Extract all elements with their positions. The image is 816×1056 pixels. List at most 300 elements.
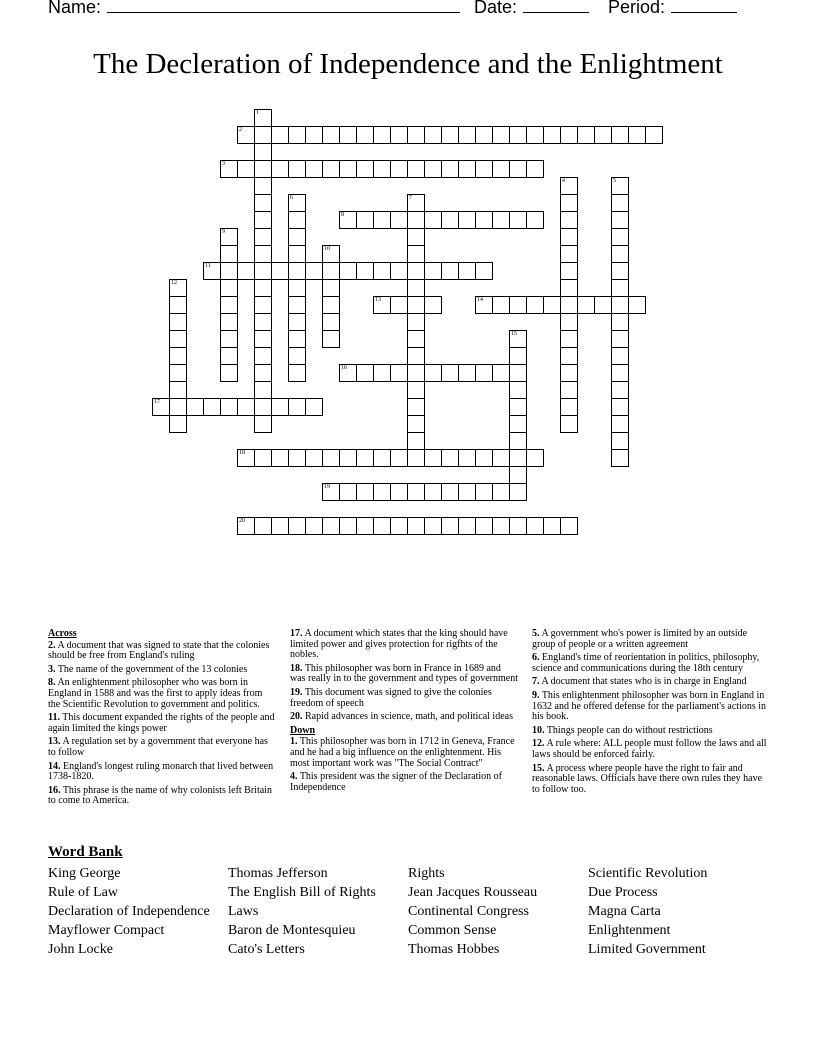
crossword-cell[interactable]: [390, 160, 408, 178]
crossword-cell[interactable]: [220, 347, 238, 365]
crossword-cell-6[interactable]: [288, 194, 306, 212]
clue-number: 16: [341, 365, 347, 371]
crossword-cell[interactable]: [611, 296, 629, 314]
crossword-cell[interactable]: [220, 398, 238, 416]
crossword-cell[interactable]: [373, 126, 391, 144]
word-bank-item: John Locke: [48, 942, 113, 957]
crossword-cell-14[interactable]: [475, 296, 493, 314]
crossword-cell[interactable]: [373, 211, 391, 229]
crossword-cell[interactable]: [339, 483, 357, 501]
crossword-cell-3[interactable]: [220, 160, 238, 178]
crossword-cell[interactable]: [220, 279, 238, 297]
crossword-cell[interactable]: [322, 330, 340, 348]
crossword-cell[interactable]: [237, 262, 255, 280]
clues-column-2: [290, 629, 518, 796]
crossword-cell[interactable]: [271, 517, 289, 535]
crossword-cell[interactable]: [305, 126, 323, 144]
crossword-cell[interactable]: [356, 211, 374, 229]
crossword-cell[interactable]: [492, 160, 510, 178]
crossword-cell[interactable]: [305, 262, 323, 280]
crossword-cell[interactable]: [509, 381, 527, 399]
crossword-cell-16[interactable]: [339, 364, 357, 382]
crossword-cell[interactable]: [322, 160, 340, 178]
crossword-cell[interactable]: [424, 211, 442, 229]
crossword-cell[interactable]: [407, 483, 425, 501]
crossword-cell[interactable]: [509, 296, 527, 314]
crossword-cell[interactable]: [611, 228, 629, 246]
crossword-cell[interactable]: [407, 432, 425, 450]
crossword-cell[interactable]: [373, 364, 391, 382]
word-bank-column-1: [48, 864, 210, 959]
crossword-cell[interactable]: [526, 517, 544, 535]
crossword-cell[interactable]: [288, 364, 306, 382]
crossword-cell[interactable]: [169, 296, 187, 314]
crossword-cell[interactable]: [611, 364, 629, 382]
crossword-cell[interactable]: [254, 296, 272, 314]
word-bank-item: Baron de Montesquieu: [228, 923, 356, 938]
crossword-cell[interactable]: [560, 194, 578, 212]
crossword-cell[interactable]: [509, 449, 527, 467]
crossword-cell[interactable]: [560, 126, 578, 144]
crossword-cell[interactable]: [407, 126, 425, 144]
crossword-cell[interactable]: [390, 262, 408, 280]
crossword-cell[interactable]: [509, 483, 527, 501]
crossword-cell[interactable]: [288, 228, 306, 246]
crossword-cell[interactable]: [356, 126, 374, 144]
crossword-cell[interactable]: [305, 160, 323, 178]
crossword-cell[interactable]: [373, 262, 391, 280]
crossword-cell[interactable]: [220, 296, 238, 314]
crossword-cell[interactable]: [373, 449, 391, 467]
clue-number: 8: [341, 212, 344, 218]
crossword-cell[interactable]: [288, 347, 306, 365]
crossword-cell[interactable]: [390, 483, 408, 501]
crossword-cell[interactable]: [203, 398, 221, 416]
crossword-cell[interactable]: [492, 517, 510, 535]
crossword-cell[interactable]: [373, 160, 391, 178]
crossword-cell[interactable]: [526, 296, 544, 314]
crossword-cell[interactable]: [288, 126, 306, 144]
crossword-cell[interactable]: [288, 262, 306, 280]
crossword-cell[interactable]: [560, 296, 578, 314]
crossword-cell[interactable]: [220, 313, 238, 331]
crossword-cell[interactable]: [271, 398, 289, 416]
crossword-cell[interactable]: [254, 245, 272, 263]
crossword-cell[interactable]: [288, 330, 306, 348]
crossword-cell[interactable]: [407, 313, 425, 331]
crossword-cell[interactable]: [458, 211, 476, 229]
crossword-cell[interactable]: [441, 126, 459, 144]
crossword-cell[interactable]: [611, 381, 629, 399]
crossword-cell[interactable]: [611, 245, 629, 263]
crossword-cell[interactable]: [509, 160, 527, 178]
clue-across-16: 16. This phrase is the name of why colonists left Britain to come to America.: [48, 784, 272, 807]
crossword-cell[interactable]: [560, 517, 578, 535]
crossword-cell[interactable]: [390, 211, 408, 229]
crossword-cell[interactable]: [407, 517, 425, 535]
crossword-cell[interactable]: [220, 364, 238, 382]
clue-down-7: 7. A document that states who is in charge in England: [532, 676, 747, 688]
crossword-cell[interactable]: [254, 398, 272, 416]
clue-number: 11: [205, 263, 211, 269]
crossword-cell[interactable]: [509, 466, 527, 484]
crossword-cell[interactable]: [424, 364, 442, 382]
crossword-cell[interactable]: [254, 364, 272, 382]
crossword-cell[interactable]: [390, 449, 408, 467]
crossword-cell[interactable]: [424, 160, 442, 178]
crossword-cell[interactable]: [560, 279, 578, 297]
crossword-cell-7[interactable]: [407, 194, 425, 212]
crossword-cell-1[interactable]: [254, 109, 272, 127]
crossword-cell[interactable]: [254, 228, 272, 246]
crossword-cell[interactable]: [271, 262, 289, 280]
crossword-cell[interactable]: [254, 381, 272, 399]
crossword-cell[interactable]: [254, 449, 272, 467]
crossword-cell[interactable]: [237, 398, 255, 416]
word-bank-item: King George: [48, 866, 121, 881]
crossword-cell[interactable]: [509, 415, 527, 433]
clue-across-3: 3. The name of the government of the 13 colonies: [48, 663, 248, 675]
crossword-cell[interactable]: [322, 449, 340, 467]
crossword-cell[interactable]: [424, 296, 442, 314]
crossword-cell[interactable]: [509, 126, 527, 144]
clue-number: 14: [477, 297, 483, 303]
crossword-cell[interactable]: [611, 347, 629, 365]
crossword-cell-11[interactable]: [203, 262, 221, 280]
crossword-cell[interactable]: [424, 449, 442, 467]
crossword-cell[interactable]: [458, 517, 476, 535]
crossword-cell-8[interactable]: [339, 211, 357, 229]
crossword-cell[interactable]: [475, 364, 493, 382]
word-bank-item: Rule of Law: [48, 885, 118, 900]
crossword-cell[interactable]: [560, 381, 578, 399]
crossword-cell[interactable]: [339, 517, 357, 535]
word-bank-title: Word Bank: [48, 844, 123, 860]
crossword-cell[interactable]: [407, 262, 425, 280]
crossword-cell[interactable]: [560, 228, 578, 246]
crossword-cell[interactable]: [390, 364, 408, 382]
crossword-cell[interactable]: [611, 279, 629, 297]
crossword-cell[interactable]: [560, 364, 578, 382]
crossword-cell[interactable]: [441, 160, 459, 178]
crossword-cell[interactable]: [407, 330, 425, 348]
crossword-cell[interactable]: [475, 483, 493, 501]
crossword-cell[interactable]: [407, 279, 425, 297]
crossword-cell[interactable]: [390, 296, 408, 314]
crossword-cell[interactable]: [543, 296, 561, 314]
crossword-cell[interactable]: [271, 160, 289, 178]
crossword-cell-17[interactable]: [152, 398, 170, 416]
crossword-cell[interactable]: [611, 126, 629, 144]
crossword-cell[interactable]: [356, 364, 374, 382]
clue-down-10: 10. Things people can do without restrictions: [532, 724, 713, 736]
crossword-cell[interactable]: [407, 245, 425, 263]
crossword-cell[interactable]: [169, 415, 187, 433]
crossword-cell[interactable]: [407, 211, 425, 229]
crossword-cell[interactable]: [611, 194, 629, 212]
crossword-cell[interactable]: [543, 517, 561, 535]
crossword-cell-18[interactable]: [237, 449, 255, 467]
crossword-cell[interactable]: [611, 432, 629, 450]
crossword-cell[interactable]: [407, 398, 425, 416]
crossword-cell[interactable]: [611, 211, 629, 229]
crossword-cell[interactable]: [509, 432, 527, 450]
crossword-cell[interactable]: [407, 296, 425, 314]
crossword-cell[interactable]: [509, 517, 527, 535]
crossword-cell[interactable]: [390, 126, 408, 144]
clues-column-3: [532, 629, 768, 798]
crossword-cell[interactable]: [509, 398, 527, 416]
crossword-cell[interactable]: [441, 449, 459, 467]
crossword-cell[interactable]: [611, 415, 629, 433]
crossword-cell[interactable]: [407, 347, 425, 365]
clue-number: 7: [409, 195, 412, 201]
crossword-cell[interactable]: [492, 449, 510, 467]
crossword-cell[interactable]: [560, 313, 578, 331]
crossword-cell[interactable]: [577, 296, 595, 314]
crossword-cell[interactable]: [322, 279, 340, 297]
crossword-cell[interactable]: [288, 449, 306, 467]
crossword-cell[interactable]: [424, 517, 442, 535]
crossword-cell[interactable]: [254, 143, 272, 161]
crossword-cell[interactable]: [526, 211, 544, 229]
crossword-cell[interactable]: [475, 517, 493, 535]
word-bank-column-2: [228, 864, 376, 959]
crossword-cell[interactable]: [577, 126, 595, 144]
word-bank-item: Scientific Revolution: [588, 866, 708, 881]
clue-down-5: 5. A government who's power is limited by an outside group of people or a written agreement: [532, 628, 748, 650]
crossword-cell[interactable]: [305, 517, 323, 535]
crossword-cell[interactable]: [611, 398, 629, 416]
down-heading: Down: [290, 724, 316, 736]
word-bank-item: Due Process: [588, 885, 658, 900]
crossword-cell[interactable]: [611, 449, 629, 467]
crossword-cell-4[interactable]: [560, 177, 578, 195]
clue-number: 9: [222, 229, 225, 235]
crossword-cell[interactable]: [560, 347, 578, 365]
clue-number: 13: [375, 297, 381, 303]
crossword-cell[interactable]: [254, 313, 272, 331]
crossword-cell[interactable]: [169, 398, 187, 416]
crossword-cell[interactable]: [560, 245, 578, 263]
crossword-cell[interactable]: [407, 160, 425, 178]
crossword-cell[interactable]: [441, 517, 459, 535]
crossword-cell-13[interactable]: [373, 296, 391, 314]
crossword-cell[interactable]: [254, 347, 272, 365]
crossword-cell[interactable]: [322, 296, 340, 314]
clue-across-11: 11. This document expanded the rights of the people and again limited the kings power: [48, 712, 275, 734]
crossword-cell[interactable]: [441, 262, 459, 280]
crossword-cell-9[interactable]: [220, 228, 238, 246]
crossword-cell[interactable]: [424, 262, 442, 280]
crossword-cell[interactable]: [475, 126, 493, 144]
crossword-cell[interactable]: [356, 449, 374, 467]
crossword-cell[interactable]: [339, 262, 357, 280]
crossword-cell[interactable]: [509, 211, 527, 229]
crossword-cell[interactable]: [322, 262, 340, 280]
crossword-cell[interactable]: [441, 364, 459, 382]
crossword-cell[interactable]: [407, 364, 425, 382]
clue-number: 3: [222, 161, 225, 167]
crossword-cell[interactable]: [424, 126, 442, 144]
crossword-cell[interactable]: [458, 449, 476, 467]
crossword-cell[interactable]: [254, 160, 272, 178]
crossword-cell[interactable]: [373, 483, 391, 501]
crossword-cell-10[interactable]: [322, 245, 340, 263]
crossword-cell[interactable]: [339, 449, 357, 467]
crossword-cell[interactable]: [458, 364, 476, 382]
crossword-cell[interactable]: [475, 211, 493, 229]
word-bank-item: Rights: [408, 866, 445, 881]
clue-across-18: 18. This philosopher was born in France in 1689 and was really in to the government and types of government: [290, 662, 518, 685]
crossword-cell[interactable]: [475, 262, 493, 280]
crossword-cell[interactable]: [611, 313, 629, 331]
crossword-cell[interactable]: [339, 126, 357, 144]
word-bank-item: Continental Congress: [408, 904, 529, 919]
crossword-cell[interactable]: [254, 126, 272, 144]
crossword-cell[interactable]: [492, 296, 510, 314]
crossword-cell-2[interactable]: [237, 126, 255, 144]
clue-down-1: 1. This philosopher was born in 1712 in Geneva, France and he had a big influence on the enlightenment. His most important work was "The Social Contract": [290, 736, 515, 769]
crossword-cell-20[interactable]: [237, 517, 255, 535]
crossword-cell[interactable]: [560, 211, 578, 229]
clue-down-4: 4. This president was the signer of the Declaration of Independence: [290, 771, 502, 793]
crossword-cell[interactable]: [492, 364, 510, 382]
word-bank-item: Thomas Hobbes: [408, 942, 500, 957]
crossword-cell[interactable]: [288, 279, 306, 297]
crossword-cell[interactable]: [356, 483, 374, 501]
crossword-cell[interactable]: [560, 262, 578, 280]
crossword-cell[interactable]: [492, 483, 510, 501]
word-bank-item: Cato's Letters: [228, 942, 305, 957]
crossword-cell[interactable]: [390, 517, 408, 535]
crossword-cell[interactable]: [339, 160, 357, 178]
crossword-cell[interactable]: [322, 126, 340, 144]
word-bank-item: Thomas Jefferson: [228, 866, 328, 881]
clue-number: 15: [511, 331, 517, 337]
crossword-cell[interactable]: [254, 262, 272, 280]
crossword-cell[interactable]: [356, 517, 374, 535]
crossword-cell[interactable]: [560, 330, 578, 348]
word-bank-item: Enlightenment: [588, 923, 671, 938]
crossword-cell[interactable]: [526, 126, 544, 144]
crossword-cell[interactable]: [611, 330, 629, 348]
word-bank-item: Laws: [228, 904, 259, 919]
clue-number: 5: [613, 178, 616, 184]
crossword-cell[interactable]: [254, 177, 272, 195]
crossword-cell[interactable]: [407, 415, 425, 433]
crossword-cell[interactable]: [356, 160, 374, 178]
crossword-cell[interactable]: [305, 398, 323, 416]
clue-number: 4: [562, 178, 565, 184]
crossword-cell[interactable]: [628, 126, 646, 144]
crossword-cell[interactable]: [628, 296, 646, 314]
crossword-cell[interactable]: [288, 398, 306, 416]
crossword-cell[interactable]: [254, 211, 272, 229]
crossword-cell[interactable]: [288, 296, 306, 314]
clue-across-13: 13. A regulation set by a government that everyone has to follow: [48, 736, 268, 758]
crossword-cell[interactable]: [594, 126, 612, 144]
crossword-cell[interactable]: [220, 262, 238, 280]
clue-down-6: 6. England's time of reorientation in politics, philosophy, science and communications during the 18th century: [532, 652, 760, 674]
crossword-cell-19[interactable]: [322, 483, 340, 501]
crossword-cell[interactable]: [441, 211, 459, 229]
crossword-cell[interactable]: [458, 483, 476, 501]
crossword-cell[interactable]: [407, 449, 425, 467]
crossword-cell[interactable]: [492, 126, 510, 144]
crossword-cell[interactable]: [526, 449, 544, 467]
name-label: Name:: [48, 0, 102, 17]
crossword-cell[interactable]: [288, 313, 306, 331]
crossword-cell[interactable]: [322, 313, 340, 331]
crossword-cell[interactable]: [254, 194, 272, 212]
crossword-cell[interactable]: [458, 126, 476, 144]
crossword-cell[interactable]: [254, 415, 272, 433]
crossword-cell[interactable]: [492, 211, 510, 229]
crossword-cell[interactable]: [254, 279, 272, 297]
crossword-cell[interactable]: [560, 398, 578, 416]
crossword-cell[interactable]: [288, 160, 306, 178]
clue-across-19: 19. This document was signed to give the colonies freedom of speech: [290, 686, 492, 709]
crossword-cell[interactable]: [169, 313, 187, 331]
crossword-cell[interactable]: [458, 262, 476, 280]
crossword-cell[interactable]: [288, 211, 306, 229]
crossword-cell[interactable]: [594, 296, 612, 314]
crossword-cell[interactable]: [441, 483, 459, 501]
crossword-cell[interactable]: [288, 517, 306, 535]
crossword-cell[interactable]: [373, 517, 391, 535]
crossword-cell[interactable]: [509, 364, 527, 382]
crossword-cell[interactable]: [288, 245, 306, 263]
crossword-cell[interactable]: [169, 381, 187, 399]
crossword-cell[interactable]: [254, 517, 272, 535]
clue-across-2: 2. A document that was signed to state that the colonies should be free from England's ruling: [48, 639, 270, 662]
crossword-cell[interactable]: [475, 160, 493, 178]
crossword-cell[interactable]: [458, 160, 476, 178]
crossword-cell[interactable]: [322, 517, 340, 535]
crossword-cell[interactable]: [645, 126, 663, 144]
crossword-cell[interactable]: [356, 262, 374, 280]
crossword-cell[interactable]: [186, 398, 204, 416]
crossword-cell[interactable]: [169, 347, 187, 365]
crossword-cell-5[interactable]: [611, 177, 629, 195]
crossword-cell[interactable]: [424, 483, 442, 501]
crossword-cell[interactable]: [254, 330, 272, 348]
clue-across-8: 8. An enlightenment philosopher who was born in England in 1588 and was the first to apply ideas from the Scientific Revolution to government and politics.: [48, 677, 263, 710]
crossword-cell[interactable]: [611, 262, 629, 280]
clue-number: 19: [324, 484, 330, 490]
crossword-cell[interactable]: [305, 449, 323, 467]
crossword-cell[interactable]: [509, 347, 527, 365]
word-bank-column-4: [588, 864, 707, 959]
crossword-cell[interactable]: [543, 126, 561, 144]
clue-number: 10: [324, 246, 330, 252]
crossword-cell[interactable]: [271, 449, 289, 467]
crossword-cell[interactable]: [169, 330, 187, 348]
crossword-cell[interactable]: [407, 228, 425, 246]
crossword-cell[interactable]: [526, 160, 544, 178]
crossword-cell[interactable]: [237, 160, 255, 178]
crossword-cell[interactable]: [220, 330, 238, 348]
crossword-cell-12[interactable]: [169, 279, 187, 297]
crossword-cell[interactable]: [560, 415, 578, 433]
crossword-cell[interactable]: [271, 126, 289, 144]
crossword-cell[interactable]: [475, 449, 493, 467]
crossword-cell[interactable]: [407, 381, 425, 399]
crossword-cell[interactable]: [220, 245, 238, 263]
crossword-cell[interactable]: [169, 364, 187, 382]
crossword-cell-15[interactable]: [509, 330, 527, 348]
